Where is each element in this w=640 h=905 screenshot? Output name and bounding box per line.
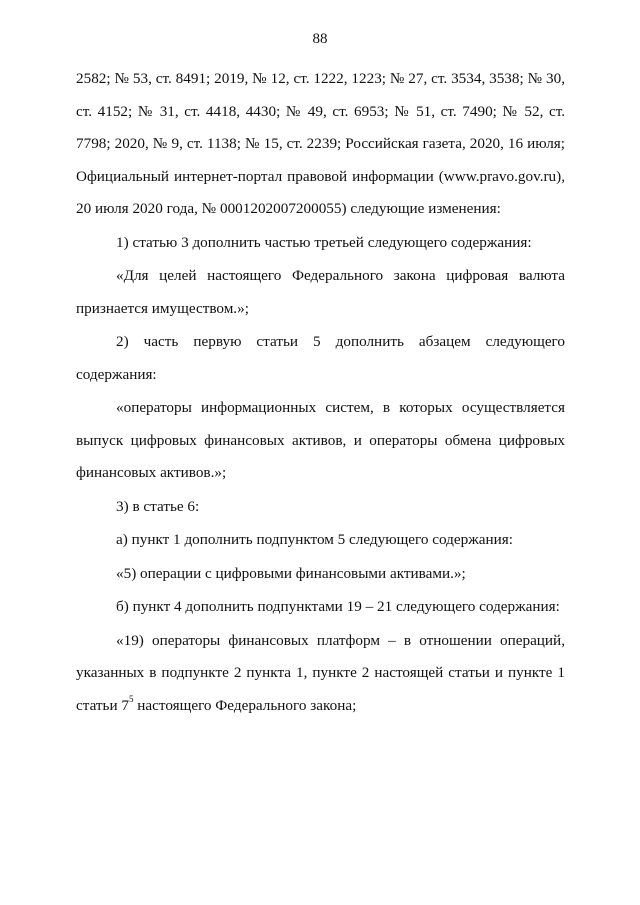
paragraph-item-2: 2) часть первую статьи 5 дополнить абзацем следующего содержания: bbox=[76, 333, 565, 383]
paragraph-sources-list: 2582; № 53, ст. 8491; 2019, № 12, ст. 1222, 1223; № 27, ст. 3534, 3538; № 30, ст. 4152; № 31, ст. 4418, 4430; № 49, ст. 6953; № 51, ст. 7490; № 52, ст. 7798; 2020, № 9, ст. 1138; № 15, ст. 2239; Российская газета, 2020, 16 июля; Официальный интернет-портал правовой информации (www.pravo.gov.ru), 20 июля 2020 года, № 0001202007200055) следующие изменения: bbox=[76, 70, 565, 217]
paragraph-subitem-a: а) пункт 1 дополнить подпунктом 5 следующего содержания: bbox=[116, 531, 513, 548]
page-number: 88 bbox=[312, 31, 328, 47]
paragraph-quote-operators: «операторы информационных систем, в которых осуществляется выпуск цифровых финансовых активов, и операторы обмена цифровых финансовых активов.»; bbox=[76, 399, 565, 481]
paragraph-item-1: 1) статью 3 дополнить частью третьей следующего содержания: bbox=[116, 233, 532, 251]
document-body bbox=[76, 63, 565, 722]
paragraph-quote-item-19 bbox=[76, 625, 565, 723]
paragraph-quote-item-5: «5) операции с цифровыми финансовыми активами.»; bbox=[116, 564, 466, 582]
superscript-article-number: 5 bbox=[129, 694, 134, 705]
paragraph-quote-item-19-tail: настоящего Федерального закона; bbox=[133, 696, 357, 714]
paragraph-subitem-b: б) пункт 4 дополнить подпунктами 19 – 21 следующего содержания: bbox=[116, 598, 560, 615]
paragraph-quote-digital-currency: «Для целей настоящего Федерального закона цифровая валюта признается имуществом.»; bbox=[76, 267, 565, 317]
paragraph-item-3: 3) в статье 6: bbox=[116, 497, 200, 515]
paragraph-quote-item-19-text: «19) операторы финансовых платформ – в отношении операций, указанных в подпункте 2 пункта 1, пункте 2 настоящей статьи и пункте 1 статьи 7 bbox=[76, 631, 565, 714]
